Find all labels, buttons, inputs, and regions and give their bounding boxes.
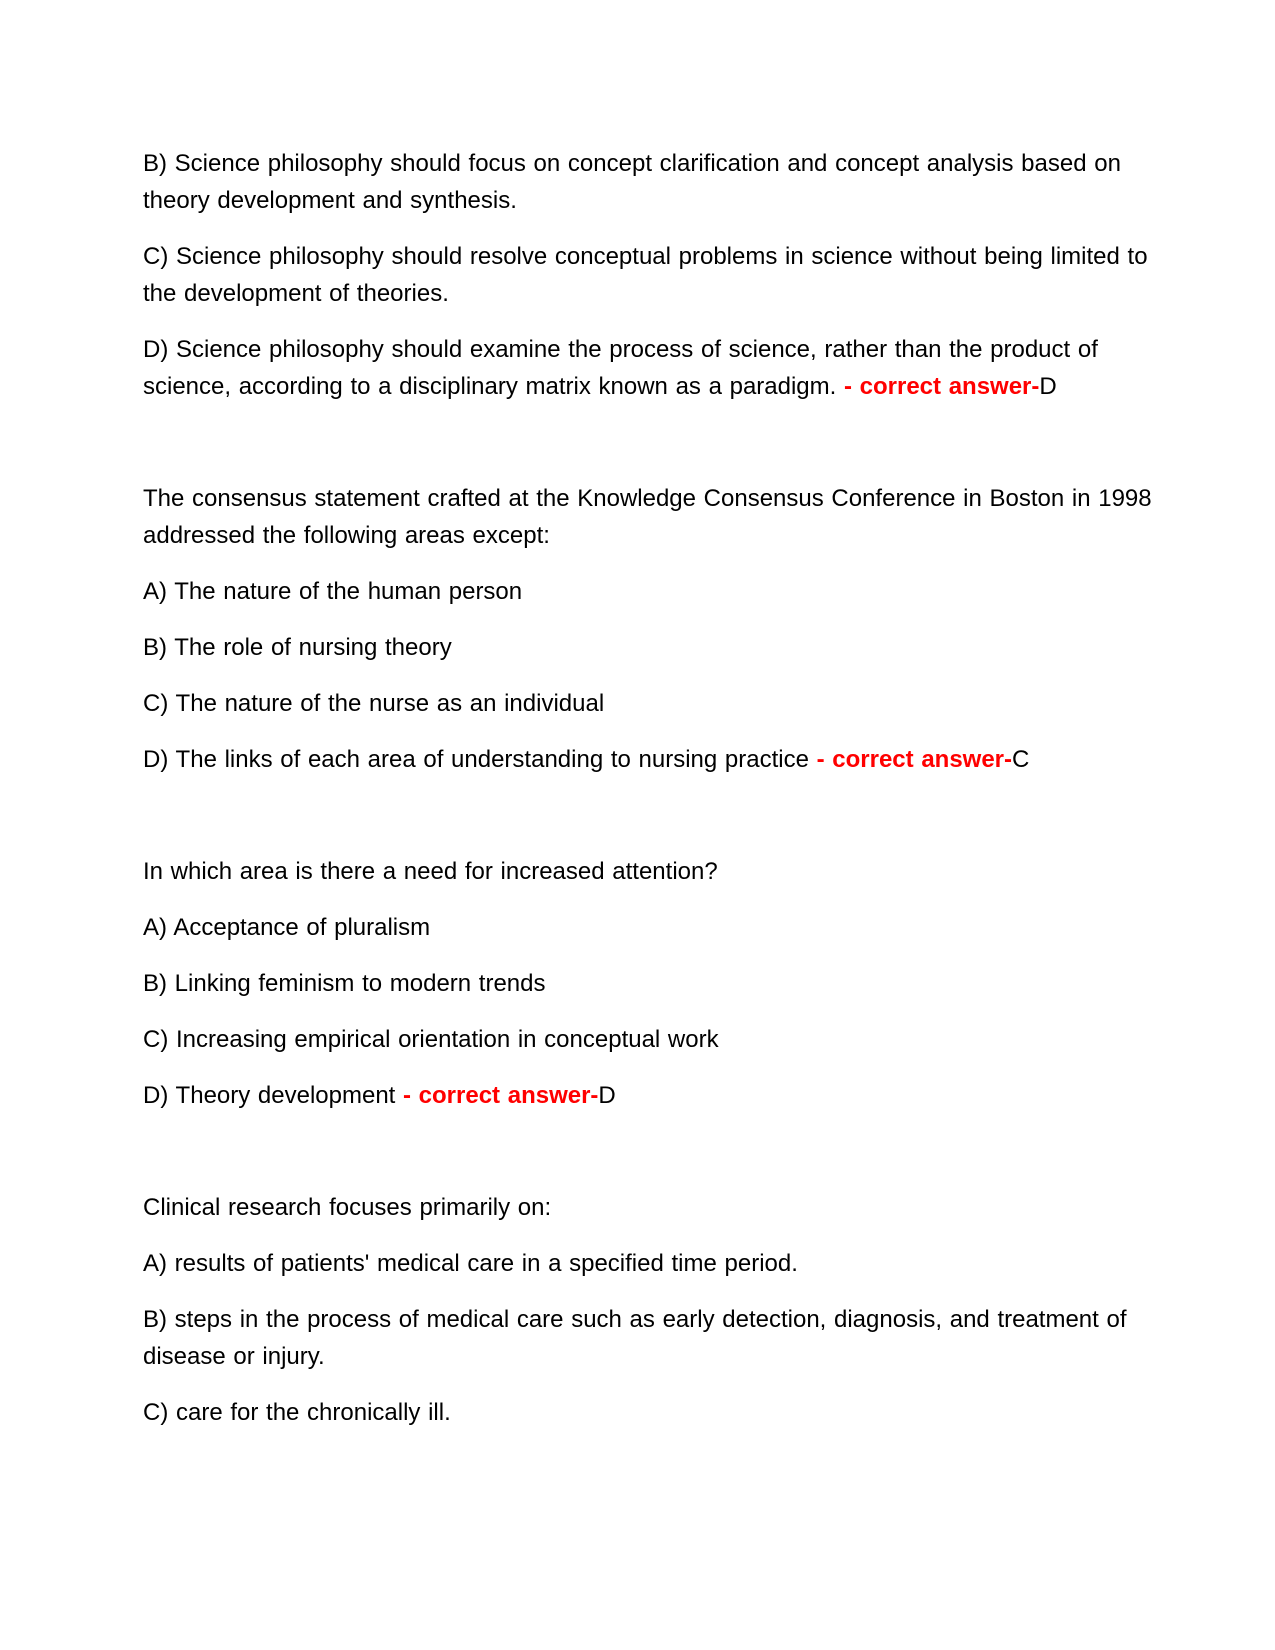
paragraph [143,741,1165,778]
text-run: In which area is there a need for increased attention? [143,858,718,885]
text-run: C) Increasing empirical orientation in conceptual work [143,1026,719,1053]
paragraph [143,1245,1165,1282]
paragraph [143,685,1165,722]
text-run: D) Science philosophy should examine the process of science, rather than the product of science, according to a disciplinary matrix known as a paradigm. [143,336,1106,400]
paragraph [143,573,1165,610]
paragraph [143,1189,1165,1226]
paragraph [143,1394,1165,1431]
text-run: D) The links of each area of understanding to nursing practice [143,746,817,773]
text-run: D) Theory development [143,1082,404,1109]
text-run: B) Linking feminism to modern trends [143,970,546,997]
paragraph [143,909,1165,946]
paragraph [143,965,1165,1002]
blank-line [143,424,1165,461]
blank-line [143,797,1165,834]
text-run: C [1012,746,1030,773]
text-run: C) Science philosophy should resolve conceptual problems in science without being limited to the development of theories. [143,243,1156,307]
text-run: A) results of patients' medical care in a specified time period. [143,1250,798,1277]
paragraph [143,629,1165,666]
text-run: D [1039,373,1057,400]
text-run: B) The role of nursing theory [143,634,452,661]
document-body [143,145,1165,1431]
correct-answer-marker: - correct answer- [816,746,1013,773]
correct-answer-marker: - correct answer- [843,373,1040,400]
text-run: Clinical research focuses primarily on: [143,1194,552,1221]
text-run: C) The nature of the nurse as an individual [143,690,605,717]
correct-answer-marker: - correct answer- [403,1082,599,1109]
paragraph [143,1021,1165,1058]
text-run: A) Acceptance of pluralism [143,914,431,941]
paragraph [143,853,1165,890]
paragraph [143,480,1165,554]
text-run: D [598,1082,616,1109]
text-run: C) care for the chronically ill. [143,1399,451,1426]
blank-line [143,1133,1165,1170]
text-run: B) steps in the process of medical care such as early detection, diagnosis, and treatment of disease or injury. [143,1306,1135,1370]
paragraph [143,1301,1165,1375]
paragraph [143,145,1165,219]
text-run: The consensus statement crafted at the Knowledge Consensus Conference in Boston in 1998 addressed the following areas except: [143,485,1160,549]
paragraph [143,331,1165,405]
text-run: A) The nature of the human person [143,578,523,605]
paragraph [143,238,1165,312]
text-run: B) Science philosophy should focus on concept clarification and concept analysis based on theory development and synthesis. [143,150,1129,214]
paragraph [143,1077,1165,1114]
